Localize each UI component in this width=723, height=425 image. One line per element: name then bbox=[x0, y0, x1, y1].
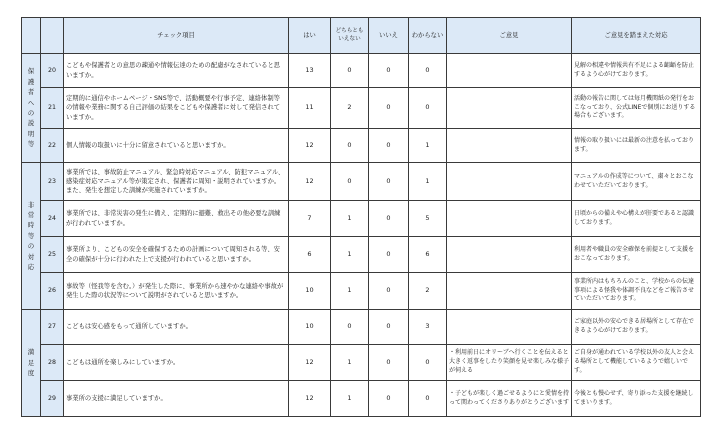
table-row bbox=[22, 310, 701, 345]
table-row bbox=[22, 381, 701, 417]
count-no: 0 bbox=[369, 88, 409, 129]
survey-table bbox=[21, 17, 701, 417]
response-cell: 見解の相違や情報共有不足による齟齬を防止するよう心がけております。 bbox=[572, 54, 701, 88]
check-item: こどもは通所を楽しみにしていますか。 bbox=[64, 345, 289, 381]
category-label: 非常時等の対応 bbox=[27, 200, 35, 271]
response-cell: 日頃からの備えや心構えが肝要であると認識しております。 bbox=[572, 201, 701, 237]
table-row bbox=[22, 54, 701, 88]
response-cell: 情報の取り扱いには最新の注意を払っております。 bbox=[572, 129, 701, 163]
row-number: 21 bbox=[41, 88, 64, 129]
table-row bbox=[22, 201, 701, 237]
count-neither: 0 bbox=[331, 54, 369, 88]
count-no: 0 bbox=[369, 163, 409, 201]
count-unknown: 1 bbox=[409, 163, 447, 201]
count-unknown: 1 bbox=[409, 129, 447, 163]
count-no: 0 bbox=[369, 381, 409, 417]
row-number: 24 bbox=[41, 201, 64, 237]
count-unknown: 5 bbox=[409, 201, 447, 237]
response-cell: マニュアルの作成等について、粛々とおこなわせていただいております。 bbox=[572, 163, 701, 201]
header-opinion: ご意見 bbox=[447, 18, 572, 54]
count-unknown: 6 bbox=[409, 237, 447, 273]
header-category bbox=[22, 18, 41, 54]
table-row bbox=[22, 237, 701, 273]
count-unknown: 0 bbox=[409, 381, 447, 417]
count-neither: 0 bbox=[331, 310, 369, 345]
count-unknown: 0 bbox=[409, 345, 447, 381]
header-no: いいえ bbox=[369, 18, 409, 54]
count-unknown: 3 bbox=[409, 310, 447, 345]
row-number: 26 bbox=[41, 273, 64, 310]
check-item: 事業所より、こどもの安全を確保するための計画について周知される等、安全の確保が十分に行われた上で支援が行われていると思いますか。 bbox=[64, 237, 289, 273]
check-item: こどもや保護者との意思の疎通や情報伝達のための配慮がなされていると思いますか。 bbox=[64, 54, 289, 88]
response-cell: 利用者や職員の安全確保を前提として支援をおこなっております。 bbox=[572, 237, 701, 273]
count-yes: 7 bbox=[289, 201, 331, 237]
count-yes: 10 bbox=[289, 273, 331, 310]
opinion-cell bbox=[447, 310, 572, 345]
response-cell: ご自身が通われている学校以外の友人と会える場所として機能しているようで嬉しいです。 bbox=[572, 345, 701, 381]
header-neither: どちらとも いえない bbox=[331, 18, 369, 54]
count-yes: 11 bbox=[289, 88, 331, 129]
header-yes: はい bbox=[289, 18, 331, 54]
count-neither: 1 bbox=[331, 201, 369, 237]
count-neither: 1 bbox=[331, 237, 369, 273]
opinion-cell bbox=[447, 88, 572, 129]
opinion-cell bbox=[447, 129, 572, 163]
row-number: 29 bbox=[41, 381, 64, 417]
table-row bbox=[22, 163, 701, 201]
category-label: 満足度 bbox=[27, 348, 35, 378]
table-row bbox=[22, 345, 701, 381]
count-unknown: 0 bbox=[409, 88, 447, 129]
header-unknown: わからない bbox=[409, 18, 447, 54]
table-row bbox=[22, 129, 701, 163]
opinion-cell: ・子どもが楽しく過ごせるようにと愛情を持って関わってくださりありがとうございます bbox=[447, 381, 572, 417]
category-cell bbox=[22, 54, 41, 163]
count-neither: 0 bbox=[331, 129, 369, 163]
count-unknown: 0 bbox=[409, 54, 447, 88]
count-neither: 1 bbox=[331, 381, 369, 417]
count-no: 0 bbox=[369, 201, 409, 237]
header-number bbox=[41, 18, 64, 54]
response-cell: 今後とも慢心せず、寄り添った支援を継続してまいります。 bbox=[572, 381, 701, 417]
check-item: 事業所の支援に満足していますか。 bbox=[64, 381, 289, 417]
count-no: 0 bbox=[369, 345, 409, 381]
check-item: 個人情報の取扱いに十分に留意されていると思いますか。 bbox=[64, 129, 289, 163]
opinion-cell bbox=[447, 273, 572, 310]
response-cell: ご家庭以外の安心できる居場所として存在できるよう心がけております。 bbox=[572, 310, 701, 345]
response-cell: 事業所内はもちろんのこと、学校からの伝達事項による怪我や体調不良などをご報告させていただいております。 bbox=[572, 273, 701, 310]
count-yes: 6 bbox=[289, 237, 331, 273]
category-cell bbox=[22, 310, 41, 417]
header-row bbox=[22, 18, 701, 54]
table-row bbox=[22, 88, 701, 129]
count-neither: 0 bbox=[331, 163, 369, 201]
opinion-cell: ・利用前日にオリーブへ行くことを伝えると大きく返事をしたり笑顔を見せ楽しみな様子が伺える bbox=[447, 345, 572, 381]
row-number: 20 bbox=[41, 54, 64, 88]
check-item: 事故等（怪我等を含む。）が発生した際に、事業所から速やかな連絡や事故が発生した際の状況等について説明がされていると思いますか。 bbox=[64, 273, 289, 310]
opinion-cell bbox=[447, 54, 572, 88]
count-yes: 12 bbox=[289, 163, 331, 201]
check-item: 事業所では、事故防止マニュアル、緊急時対応マニュアル、防犯マニュアル、感染症対応マニュアル等が策定され、保護者に周知・説明されていますか。また、発生を想定した訓練が実施されていますか。 bbox=[64, 163, 289, 201]
count-no: 0 bbox=[369, 237, 409, 273]
opinion-cell bbox=[447, 163, 572, 201]
response-cell: 活動の報告に関しては毎月機関紙の発行をおこなっており、公式LINEで個別にお送りする場合もございます。 bbox=[572, 88, 701, 129]
check-item: 定期的に通信やホームページ・SNS等で、活動概要や行事予定、連絡体制等の情報や業務に関する自己評価の結果をこどもや保護者に対して発信されていますか。 bbox=[64, 88, 289, 129]
row-number: 23 bbox=[41, 163, 64, 201]
count-yes: 12 bbox=[289, 345, 331, 381]
count-neither: 1 bbox=[331, 345, 369, 381]
count-no: 0 bbox=[369, 273, 409, 310]
count-neither: 2 bbox=[331, 88, 369, 129]
count-no: 0 bbox=[369, 310, 409, 345]
count-no: 0 bbox=[369, 129, 409, 163]
category-cell bbox=[22, 163, 41, 310]
opinion-cell bbox=[447, 201, 572, 237]
category-label: 保護者への説明等 bbox=[27, 67, 35, 149]
count-unknown: 2 bbox=[409, 273, 447, 310]
row-number: 25 bbox=[41, 237, 64, 273]
row-number: 28 bbox=[41, 345, 64, 381]
count-neither: 1 bbox=[331, 273, 369, 310]
header-check-item: チェック項目 bbox=[64, 18, 289, 54]
count-yes: 13 bbox=[289, 54, 331, 88]
count-yes: 12 bbox=[289, 129, 331, 163]
row-number: 27 bbox=[41, 310, 64, 345]
row-number: 22 bbox=[41, 129, 64, 163]
table-row bbox=[22, 273, 701, 310]
count-no: 0 bbox=[369, 54, 409, 88]
check-item: 事業所では、非常災害の発生に備え、定期的に避難、救出その他必要な訓練が行われていますか。 bbox=[64, 201, 289, 237]
count-yes: 12 bbox=[289, 381, 331, 417]
opinion-cell bbox=[447, 237, 572, 273]
check-item: こどもは安心感をもって通所していますか。 bbox=[64, 310, 289, 345]
header-response: ご意見を踏まえた対応 bbox=[572, 18, 701, 54]
count-yes: 10 bbox=[289, 310, 331, 345]
